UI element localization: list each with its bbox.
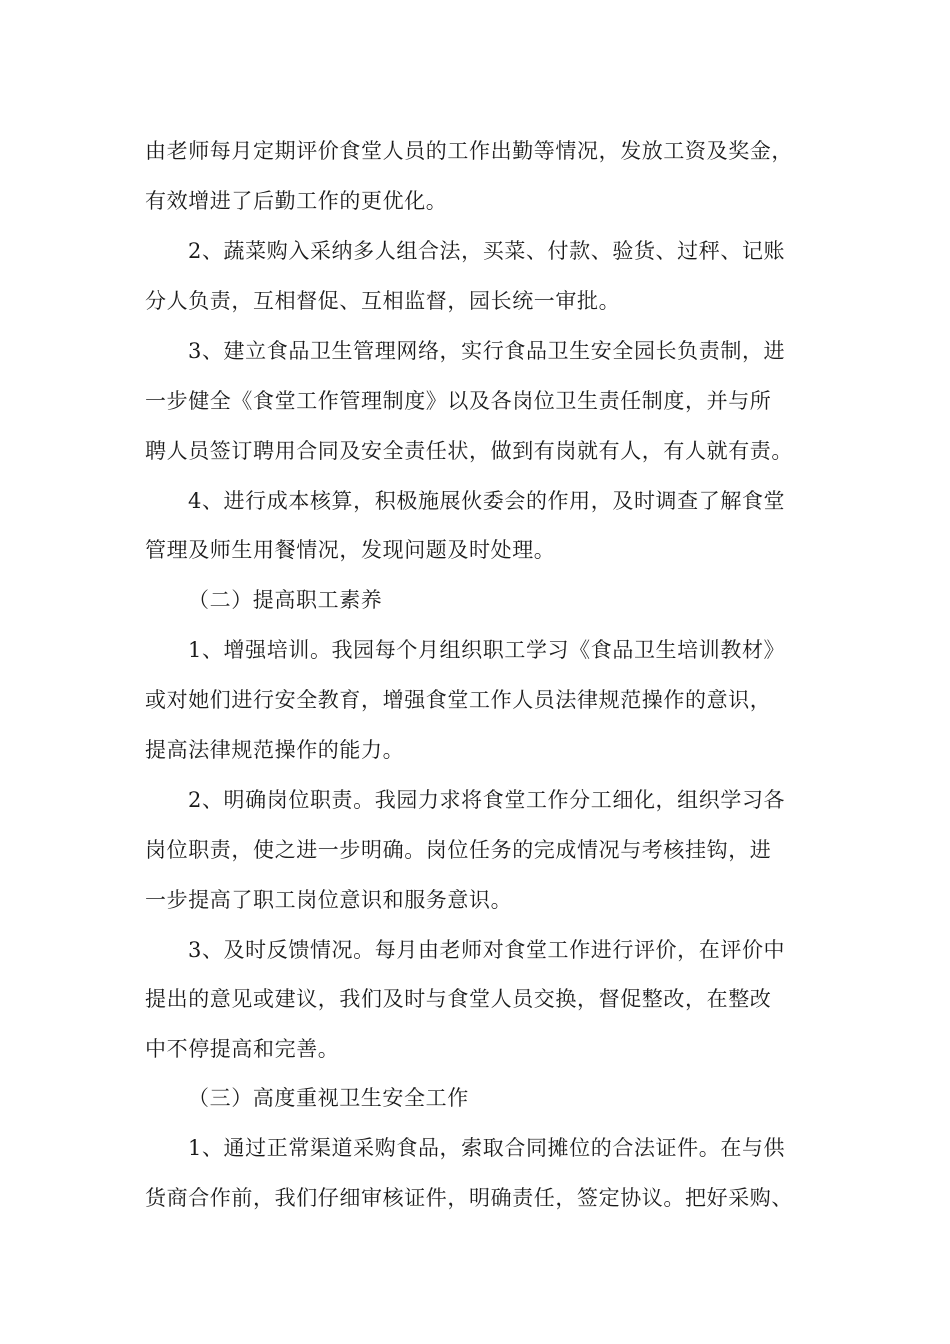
paragraph-first-line: 3、及时反馈情况。每月由老师对食堂工作进行评价，在评价中 <box>188 938 786 962</box>
text-line: 一步提高了职工岗位意识和服务意识。 <box>145 888 513 912</box>
paragraph-first-line: 1、通过正常渠道采购食品，索取合同摊位的合法证件。在与供 <box>188 1136 786 1160</box>
text-line: 岗位职责，使之进一步明确。岗位任务的完成情况与考核挂钩，进 <box>145 838 772 862</box>
text-line: 由老师每月定期评价食堂人员的工作出勤等情况，发放工资及奖金， <box>145 139 793 163</box>
section-heading: （二）提高职工素养 <box>188 588 383 612</box>
paragraph-first-line: 2、蔬菜购入采纳多人组合法，买菜、付款、验货、过秤、记账 <box>188 239 786 263</box>
text-line: 货商合作前，我们仔细审核证件，明确责任，签定协议。把好采购、 <box>145 1186 793 1210</box>
paragraph-first-line: 2、明确岗位职责。我园力求将食堂工作分工细化，组织学习各 <box>188 788 786 812</box>
paragraph-first-line: 3、建立食品卫生管理网络，实行食品卫生安全园长负责制，进 <box>188 339 786 363</box>
section-heading: （三）高度重视卫生安全工作 <box>188 1086 469 1110</box>
text-line: 有效增进了后勤工作的更优化。 <box>145 189 448 213</box>
text-line: 提出的意见或建议，我们及时与食堂人员交换，督促整改，在整改 <box>145 987 772 1011</box>
text-line: 提高法律规范操作的能力。 <box>145 738 405 762</box>
text-line: 中不停提高和完善。 <box>145 1037 340 1061</box>
paragraph-first-line: 1、增强培训。我园每个月组织职工学习《食品卫生培训教材》 <box>188 638 786 662</box>
text-line: 管理及师生用餐情况，发现问题及时处理。 <box>145 538 556 562</box>
text-line: 或对她们进行安全教育，增强食堂工作人员法律规范操作的意识， <box>145 688 772 712</box>
text-line: 一步健全《食堂工作管理制度》以及各岗位卫生责任制度，并与所 <box>145 389 772 413</box>
text-line: 分人负责，互相督促、互相监督，园长统一审批。 <box>145 289 621 313</box>
text-line: 聘人员签订聘用合同及安全责任状，做到有岗就有人，有人就有责。 <box>145 439 793 463</box>
paragraph-first-line: 4、进行成本核算，积极施展伙委会的作用，及时调查了解食堂 <box>188 489 786 513</box>
